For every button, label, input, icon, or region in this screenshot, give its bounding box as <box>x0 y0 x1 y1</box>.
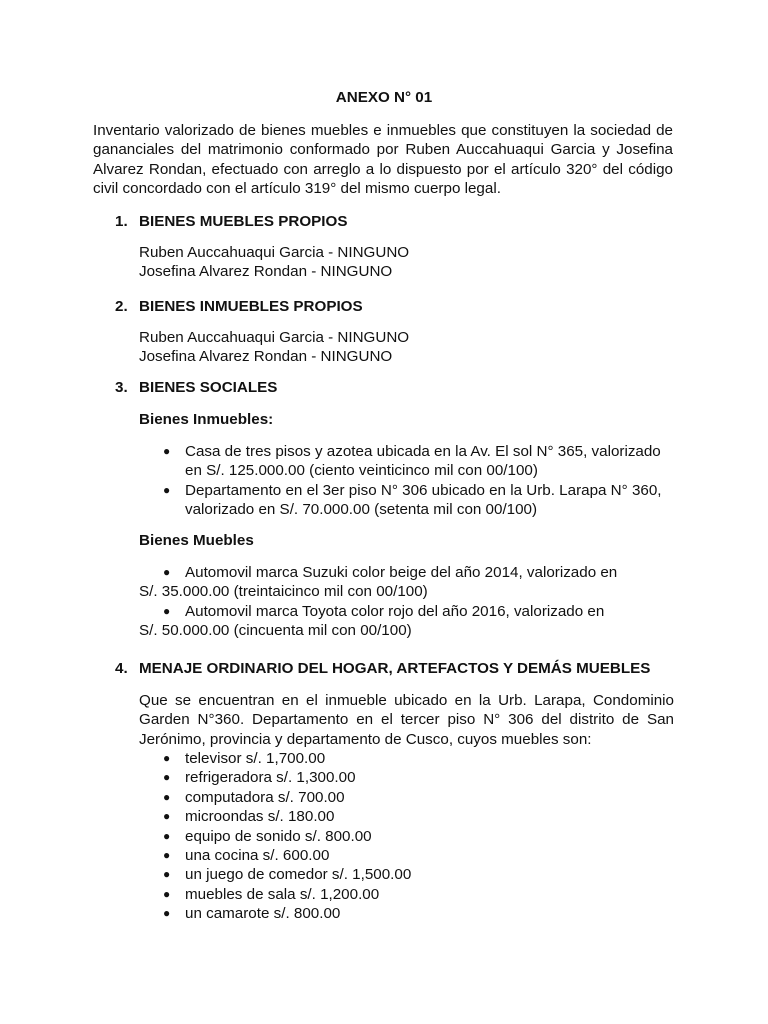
list-item-text: microondas s/. 180.00 <box>185 808 335 826</box>
section-4-heading <box>115 659 675 678</box>
bullet-icon: ● <box>163 444 171 458</box>
section-title: BIENES SOCIALES <box>139 379 278 396</box>
section-title: BIENES INMUEBLES PROPIOS <box>139 298 363 315</box>
menaje-list <box>160 749 675 924</box>
list-item-text: un camarote s/. 800.00 <box>185 905 341 923</box>
bullet-icon: ● <box>163 789 171 804</box>
list-item <box>160 788 675 807</box>
bienes-inmuebles-heading: Bienes Inmuebles: <box>139 411 274 428</box>
list-item <box>160 904 675 923</box>
list-item-text: un juego de comedor s/. 1,500.00 <box>185 866 412 884</box>
section-1-heading <box>115 212 675 231</box>
owner-line: Ruben Auccahuaqui Garcia - NINGUNO <box>139 329 410 346</box>
bullet-icon: ● <box>163 886 171 901</box>
list-item-continuation: S/. 35.000.00 (treintaicinco mil con 00/100) <box>139 583 428 601</box>
bullet-icon: ● <box>163 565 171 579</box>
intro-paragraph: Inventario valorizado de bienes muebles e inmuebles que constituyen la sociedad de gananciales del matrimonio conformado por Ruben Auccahuaqui Garcia y Josefina Alvarez Rondan, efectuado con arreglo a lo dispuesto por el artículo 320° del código civil concordado con el artículo 319° del mismo cuerpo legal. <box>93 122 673 198</box>
section-title: BIENES MUEBLES PROPIOS <box>139 213 348 230</box>
bullet-icon: ● <box>163 906 171 921</box>
bullet-icon: ● <box>163 482 171 497</box>
list-item-text: Automovil marca Suzuki color beige del año 2014, valorizado en <box>185 564 618 581</box>
list-item-text: computadora s/. 700.00 <box>185 788 345 806</box>
inmuebles-list <box>160 442 675 520</box>
document-title: ANEXO N° 01 <box>335 89 433 106</box>
list-item <box>160 749 675 768</box>
bullet-icon: ● <box>163 809 171 824</box>
owner-line: Ruben Auccahuaqui Garcia - NINGUNO <box>139 244 410 261</box>
menaje-paragraph: Que se encuentran en el inmueble ubicado en la Urb. Larapa, Condominio Garden N°360. Departamento en el tercer piso N° 306 del distrito de San Jerónimo, provincia y departamento de Cusco, cuyos muebles son: <box>139 692 674 748</box>
list-item <box>160 807 675 826</box>
section-number: 3. <box>115 379 128 396</box>
muebles-list <box>139 563 679 641</box>
list-item-text: Automovil marca Toyota color rojo del año 2016, valorizado en <box>185 602 605 620</box>
list-item <box>160 885 675 904</box>
bullet-icon: ● <box>163 848 171 863</box>
list-item <box>160 865 675 884</box>
section-2-lines <box>139 328 679 367</box>
section-number: 2. <box>115 298 128 315</box>
list-item-text: Casa de tres pisos y azotea ubicada en la Av. El sol N° 365, valorizado en S/. 125.000.00 (ciento veinticinco mil con 00/100) <box>185 443 661 480</box>
list-item-text: equipo de sonido s/. 800.00 <box>185 827 372 845</box>
section-number: 1. <box>115 213 128 230</box>
section-3-heading <box>115 378 675 397</box>
bienes-muebles-heading: Bienes Muebles <box>139 532 254 549</box>
section-number: 4. <box>115 660 128 677</box>
list-item <box>160 768 675 787</box>
list-item <box>160 827 675 846</box>
section-2-heading <box>115 297 675 316</box>
list-item-continuation: S/. 50.000.00 (cincuenta mil con 00/100) <box>139 622 412 640</box>
list-item-text: televisor s/. 1,700.00 <box>185 750 326 767</box>
list-item <box>139 602 679 621</box>
owner-line: Josefina Alvarez Rondan - NINGUNO <box>139 348 393 366</box>
list-item <box>160 481 675 520</box>
bullet-icon: ● <box>163 603 171 618</box>
list-item-text: muebles de sala s/. 1,200.00 <box>185 885 380 903</box>
bullet-icon: ● <box>163 751 171 765</box>
list-item-text: refrigeradora s/. 1,300.00 <box>185 769 356 787</box>
section-title: MENAJE ORDINARIO DEL HOGAR, ARTEFACTOS Y DEMÁS MUEBLES <box>139 660 651 677</box>
list-item <box>139 563 679 582</box>
list-item-text: Departamento en el 3er piso N° 306 ubicado en la Urb. Larapa N° 360, valorizado en S/. 70.000.00 (setenta mil con 00/100) <box>185 481 662 519</box>
owner-line: Josefina Alvarez Rondan - NINGUNO <box>139 263 393 281</box>
list-item <box>160 846 675 865</box>
bullet-icon: ● <box>163 867 171 882</box>
section-1-lines <box>139 243 679 282</box>
list-item <box>160 442 675 481</box>
bullet-icon: ● <box>163 770 171 785</box>
list-item-text: una cocina s/. 600.00 <box>185 847 330 865</box>
bullet-icon: ● <box>163 828 171 843</box>
